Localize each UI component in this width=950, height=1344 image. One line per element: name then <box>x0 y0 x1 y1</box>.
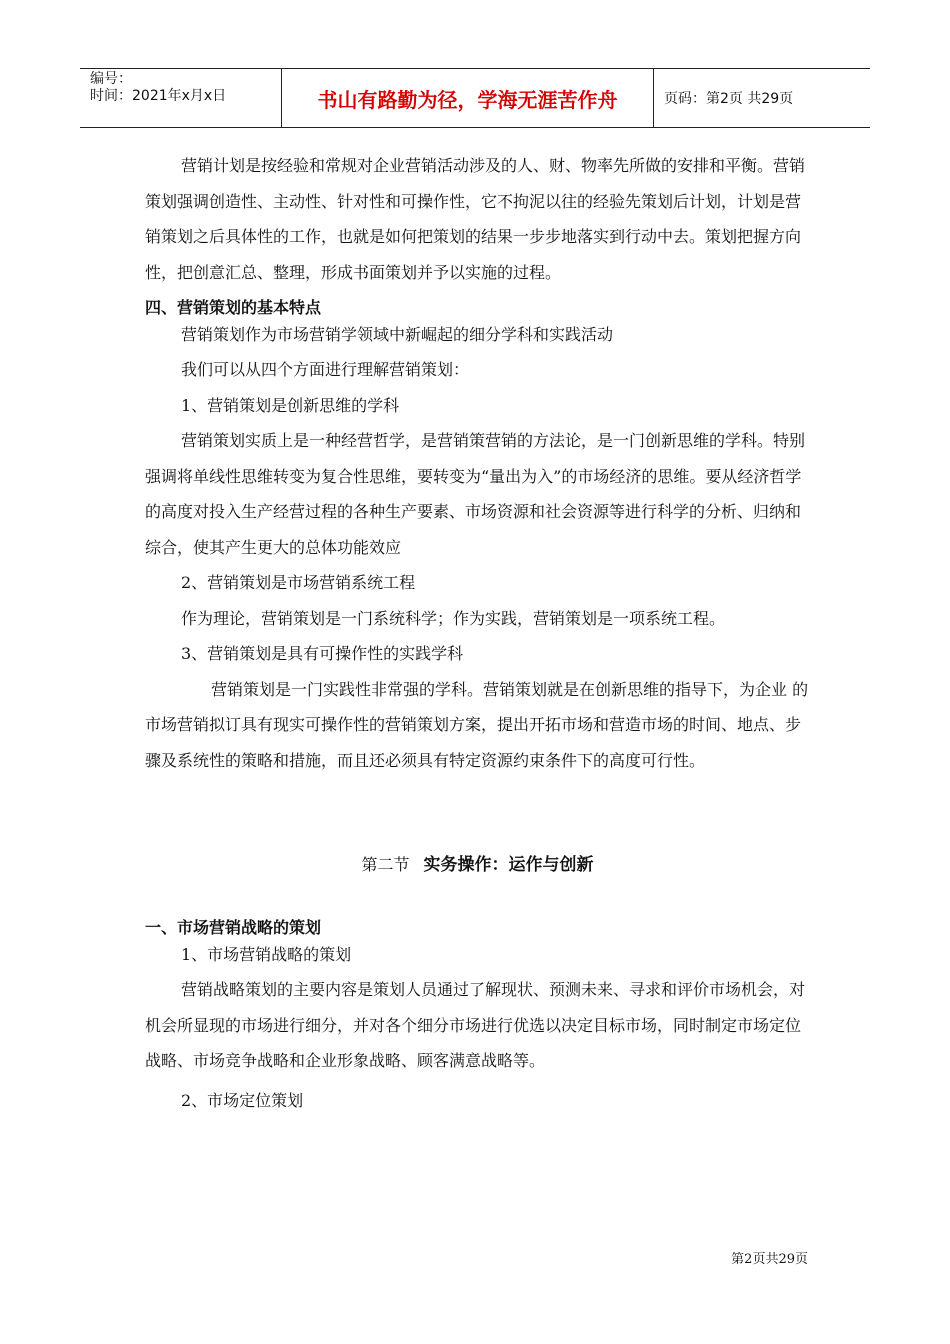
subheading-2: 2、市场定位策划 <box>181 1090 304 1110</box>
list-item-1: 1、营销策划是创新思维的学科 <box>181 395 400 415</box>
paragraph-4: 营销策划是一门实践性非常强的学科。营销策划就是在创新思维的指导下，为企业 的 市场营销拟订具有现实可操作性的营销策划方案，提出开拓市场和营造市场的时间、地点、步骤及系统性的策略和措施，而且还必须具有特定资源约束条件下的高度可行性。 <box>145 679 809 770</box>
section-prefix: 第二节 <box>361 855 410 874</box>
heading-section-4: 四、营销策划的基本特点 <box>145 298 322 317</box>
intro-line-2: 我们可以从四个方面进行理解营销策划： <box>181 360 470 379</box>
serial-label: 编号： <box>90 71 132 87</box>
paragraph-2: 营销策划实质上是一种经营哲学，是营销策营销的方法论，是一门创新思维的学科。特别强调将单线性思维转变为复合性思维，要转变为“量出为入”的市场经济的思维。要从经济哲学的高度对投入生产经营过程的各种生产要素、市场资源和社会资源等进行科学的分析、归纳和综合，使其产生更大的总体功能效应 <box>145 431 806 557</box>
intro-line-1: 营销策划作为市场营销学领域中新崛起的细分学科和实践活动 <box>181 325 614 344</box>
page-header <box>80 68 870 128</box>
paragraph-5: 营销战略策划的主要内容是策划人员通过了解现状、预测未来、寻求和评价市场机会，对机会所显现的市场进行细分，并对各个细分市场进行优选以决定目标市场，同时制定市场定位战略、市场竞争战略和企业形象战略、顾客满意战略等。 <box>145 980 806 1070</box>
list-item-2: 2、营销策划是市场营销系统工程 <box>181 573 416 592</box>
header-page-info: 页码：第2页 共29页 <box>664 91 794 107</box>
time-label: 时间：2021年x月x日 <box>90 88 227 104</box>
document-body <box>145 148 810 1118</box>
paragraph-3: 作为理论，营销策划是一门系统科学；作为实践，营销策划是一项系统工程。 <box>181 608 726 628</box>
section-title <box>145 850 810 880</box>
header-meta <box>80 69 282 127</box>
section-title-text: 实务操作：运作与创新 <box>423 855 594 875</box>
page-footer: 第2页共29页 <box>731 1252 808 1267</box>
paragraph-1: 营销计划是按经验和常规对企业营销活动涉及的人、财、物率先所做的安排和平衡。营销策划强调创造性、主动性、针对性和可操作性，它不拘泥以往的经验先策划后计划，计划是营销策划之后具体性的工作，也就是如何把策划的结果一步步地落实到行动中去。策划把握方向性，把创意汇总、整理，形成书面策划并予以实施的过程。 <box>145 156 806 282</box>
list-item-3: 3、营销策划是具有可操作性的实践学科 <box>181 644 464 663</box>
header-motto: 书山有路勤为径，学海无涯苦作舟 <box>282 69 654 127</box>
subheading-1: 1、市场营销战略的策划 <box>181 945 352 964</box>
heading-section-1: 一、市场营销战略的策划 <box>145 918 322 937</box>
